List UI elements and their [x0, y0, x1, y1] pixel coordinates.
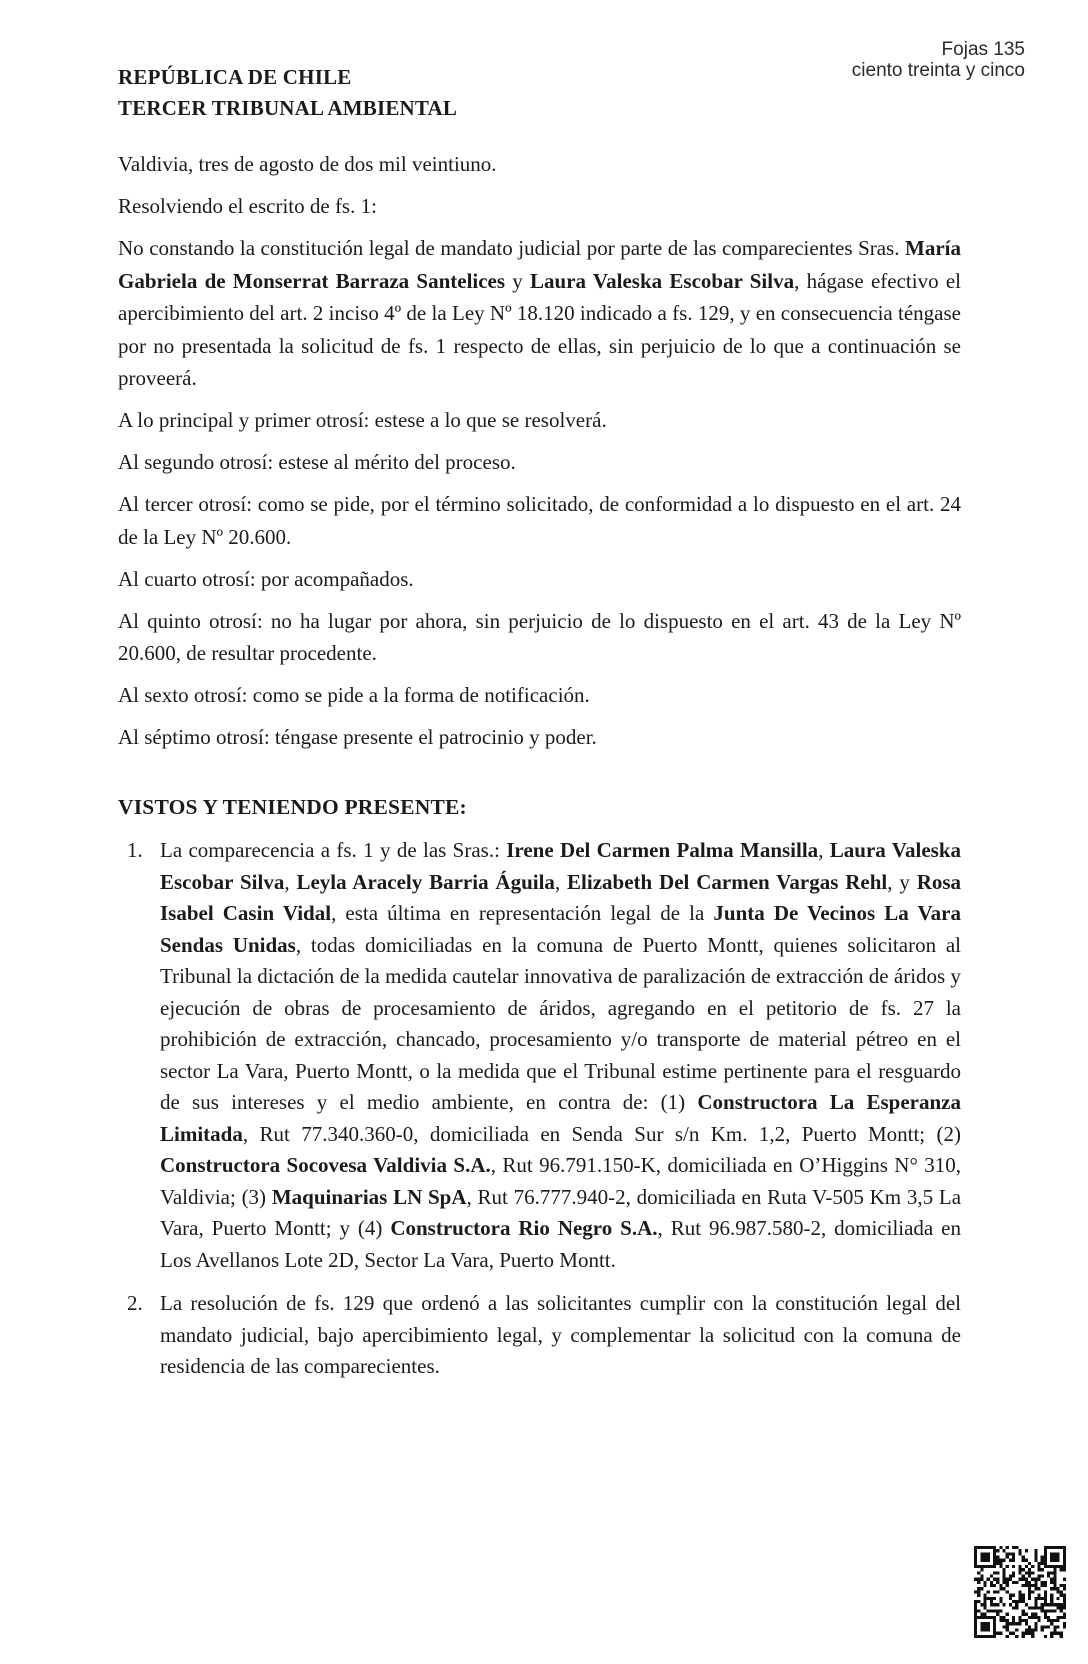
- folio-words: ciento treinta y cinco: [851, 60, 1025, 81]
- numbered-item: [118, 835, 961, 1276]
- item-text: La resolución de fs. 129 que ordenó a las solicitantes cumplir con la constitución legal del mandato judicial, bajo apercibimiento legal, y complementar la solicitud con la comuna de residencia de las comparecientes.: [160, 1291, 961, 1378]
- paragraph-tercer-otrosi: Al tercer otrosí: como se pide, por el término solicitado, de conformidad a lo dispuesto en el art. 24 de la Ley Nº 20.600.: [118, 492, 961, 549]
- paragraph-segundo-otrosi: Al segundo otrosí: estese al mérito del proceso.: [118, 450, 516, 474]
- paragraph-resolviendo: Resolviendo el escrito de fs. 1:: [118, 194, 377, 218]
- item-number: 2.: [127, 1291, 143, 1315]
- court-header-tribunal: TERCER TRIBUNAL AMBIENTAL: [118, 96, 458, 120]
- paragraph-date-place: Valdivia, tres de agosto de dos mil veintiuno.: [118, 152, 497, 176]
- paragraph-quinto-otrosi: Al quinto otrosí: no ha lugar por ahora, sin perjuicio de lo dispuesto en el art. 43 de la Ley Nº 20.600, de resultar procedente.: [118, 608, 961, 665]
- paragraph-no-constando: No constando la constitución legal de mandato judicial por parte de las comparecientes Sras. María Gabriela de Monserrat Barraza Santelices y Laura Valeska Escobar Silva, hágase efectivo el apercibimiento del art. 2 inciso 4º de la Ley Nº 18.120 indicado a fs. 129, y en consecuencia téngase por no presentada la solicitud de fs. 1 respecto de ellas, sin perjuicio de lo que a continuación se proveerá.: [118, 236, 962, 390]
- paragraph-principal-primer-otrosi: A lo principal y primer otrosí: estese a lo que se resolverá.: [118, 408, 607, 432]
- item-text: La comparecencia a fs. 1 y de las Sras.: Irene Del Carmen Palma Mansilla, Laura Valeska Escobar Silva, Leyla Aracely Barria Águila, Elizabeth Del Carmen Vargas Rehl, y Rosa Isabel Casin Vidal, esta última en representación legal de la Junta De Vecinos La Vara Sendas Unidas, todas domiciliadas en la comuna de Puerto Montt, quienes solicitaron al Tribunal la dictación de la medida cautelar innovativa de paralización de extracción de áridos y ejecución de obras de procesamiento de áridos, agregando en el petitorio de fs. 27 la prohibición de extracción, chancado, procesamiento y/o transporte de material pétreo en el sector La Vara, Puerto Montt, o la medida que el Tribunal estime pertinente para el resguardo de sus intereses y el medio ambiente, en contra de: (1) Constructora La Esperanza Limitada, Rut 77.340.360-0, domiciliada en Senda Sur s/n Km. 1,2, Puerto Montt; (2) Constructora Socovesa Valdivia S.A., Rut 96.791.150-K, domiciliada en O’Higgins N° 310, Valdivia; (3) Maquinarias LN SpA, Rut 76.777.940-2, domiciliada en Ruta V-505 Km 3,5 La Vara, Puerto Montt; y (4) Constructora Rio Negro S.A., Rut 96.987.580-2, domiciliada en Los Avellanos Lote 2D, Sector La Vara, Puerto Montt.: [160, 838, 962, 1272]
- numbered-item: [118, 1288, 961, 1383]
- court-header-republic: REPÚBLICA DE CHILE: [118, 65, 352, 89]
- paragraph-cuarto-otrosi: Al cuarto otrosí: por acompañados.: [118, 566, 414, 591]
- paragraph-sexto-otrosi: Al sexto otrosí: como se pide a la forma de notificación.: [118, 683, 590, 707]
- qr-code: [974, 1546, 1066, 1638]
- folio-number: Fojas 135: [941, 39, 1025, 60]
- paragraph-septimo-otrosi: Al séptimo otrosí: téngase presente el patrocinio y poder.: [118, 725, 597, 749]
- section-heading: VISTOS Y TENIENDO PRESENTE:: [118, 794, 467, 819]
- court-header: [118, 62, 961, 124]
- document-body: [118, 62, 961, 1395]
- item-number: 1.: [127, 838, 143, 862]
